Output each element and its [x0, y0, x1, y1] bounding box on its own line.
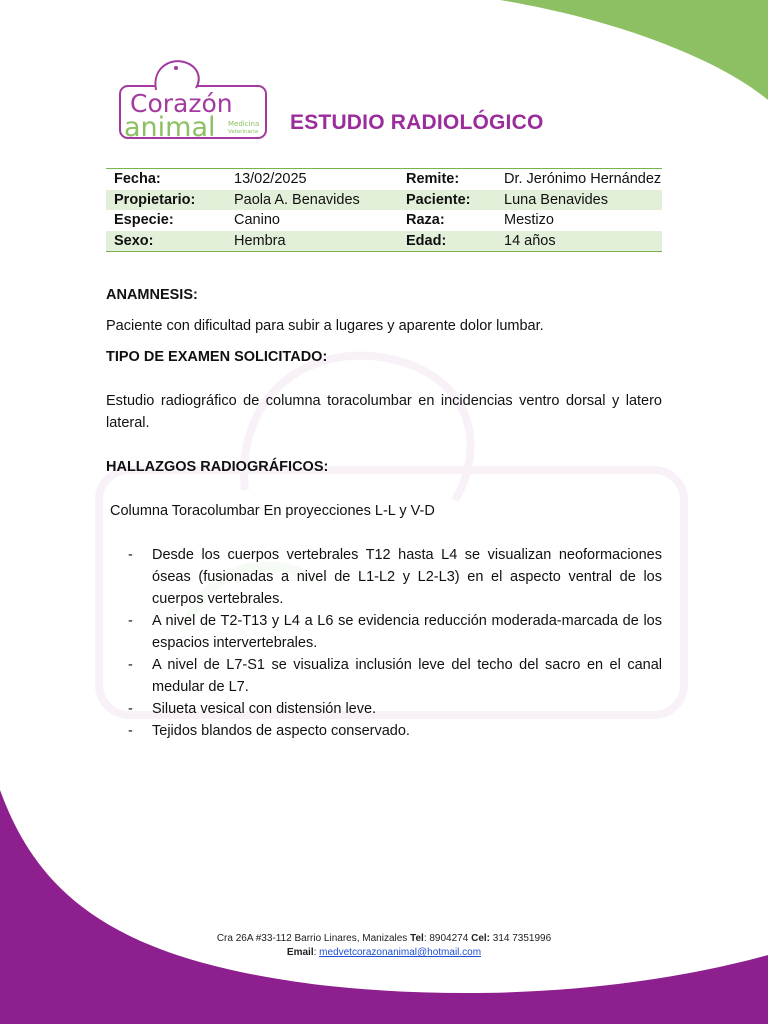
finding-text: A nivel de T2-T13 y L4 a L6 se evidencia reducción moderada-marcada de los espacios intervertebrales.	[152, 613, 662, 651]
info-label: Especie:	[114, 212, 174, 229]
info-label: Remite:	[398, 169, 496, 190]
logo-line-2: animal	[124, 112, 216, 142]
footer-email-link[interactable]: medvetcorazonanimal@hotmail.com	[319, 947, 482, 958]
footer-cel-label: Cel:	[471, 933, 490, 944]
logo-tagline-1: Medicina	[228, 120, 260, 128]
info-value: Canino	[234, 212, 280, 229]
findings-list	[106, 544, 662, 742]
finding-text: Tejidos blandos de aspecto conservado.	[152, 723, 410, 739]
info-row	[106, 169, 662, 190]
info-value: Mestizo	[504, 212, 554, 229]
finding-item	[106, 544, 662, 610]
bottom-purple-wave	[0, 790, 768, 1024]
info-row	[106, 231, 662, 252]
anamnesis-heading: ANAMNESIS:	[106, 287, 198, 303]
top-right-green-swoosh	[500, 0, 768, 100]
info-label: Edad:	[398, 231, 496, 252]
info-label: Fecha:	[106, 169, 226, 190]
info-value: Dr. Jerónimo Hernández	[496, 169, 662, 190]
footer	[0, 932, 768, 960]
report-body	[106, 284, 662, 742]
finding-text: Desde los cuerpos vertebrales T12 hasta L4 se visualizan neoformaciones óseas (fusionadas a nivel de L1-L2 y L2-L3) en el aspecto ventral de los cuerpos vertebrales.	[152, 547, 662, 607]
footer-address: Cra 26A #33-112 Barrio Linares, Manizales	[216, 933, 408, 944]
finding-item	[106, 654, 662, 698]
exam-heading: TIPO DE EXAMEN SOLICITADO:	[106, 349, 328, 365]
findings-intro: Columna Toracolumbar En proyecciones L-L y V-D	[110, 503, 435, 519]
logo-line-1: Corazón	[130, 89, 233, 118]
bullet-dash: -	[128, 723, 133, 739]
footer-email-label: Email	[286, 947, 314, 958]
corazon-animal-logo	[118, 56, 270, 142]
report-title: ESTUDIO RADIOLÓGICO	[290, 111, 544, 134]
info-value: 14 años	[496, 231, 662, 252]
info-row	[106, 210, 662, 231]
anamnesis-text: Paciente con dificultad para subir a lugares y aparente dolor lumbar.	[106, 318, 544, 334]
bullet-dash: -	[128, 547, 133, 563]
finding-item	[106, 698, 662, 720]
exam-text: Estudio radiográfico de columna toracolumbar en incidencias ventro dorsal y latero lateral.	[106, 393, 662, 431]
info-value: Luna Benavides	[496, 190, 662, 211]
bullet-dash: -	[128, 613, 133, 629]
info-label: Raza:	[406, 212, 445, 229]
bullet-dash: -	[128, 657, 133, 673]
footer-cel-value: 314 7351996	[490, 933, 552, 944]
footer-contact-line	[0, 932, 768, 946]
logo-tagline-2: Veterinaria	[228, 129, 259, 135]
finding-item	[106, 610, 662, 654]
footer-email-line	[0, 946, 768, 960]
info-value: Hembra	[226, 231, 398, 252]
patient-info-table	[106, 168, 662, 252]
footer-email-sep: :	[313, 947, 320, 958]
finding-text: A nivel de L7-S1 se visualiza inclusión leve del techo del sacro en el canal medular de L7.	[152, 657, 662, 695]
info-value: Paola A. Benavides	[226, 190, 398, 211]
info-value: 13/02/2025	[226, 169, 398, 190]
bullet-dash: -	[128, 701, 133, 717]
info-label: Paciente:	[398, 190, 496, 211]
info-row	[106, 190, 662, 211]
info-label: Propietario:	[106, 190, 226, 211]
footer-tel-label: Tel	[410, 933, 424, 944]
finding-text: Silueta vesical con distensión leve.	[152, 701, 377, 717]
info-label: Sexo:	[106, 231, 226, 252]
finding-item	[106, 720, 662, 742]
findings-heading: HALLAZGOS RADIOGRÁFICOS:	[106, 459, 329, 475]
footer-tel-value: : 8904274	[423, 933, 469, 944]
